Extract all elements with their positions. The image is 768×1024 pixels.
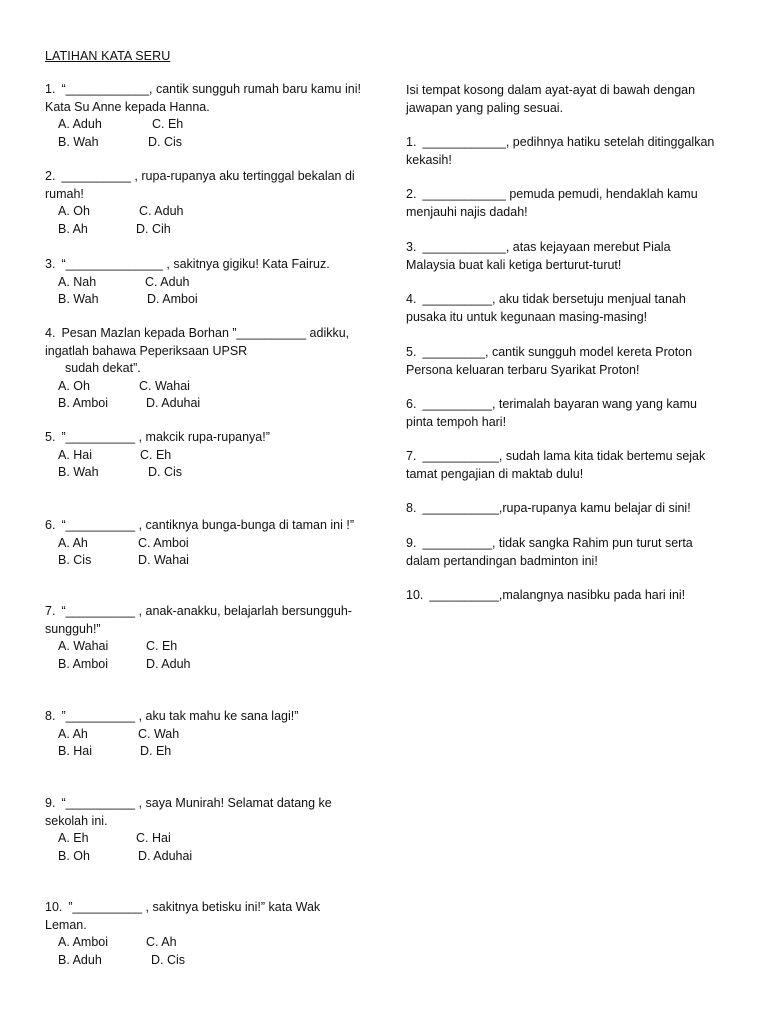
question-number: 1.: [45, 82, 56, 96]
option-d: D. Cih: [136, 221, 171, 236]
question-number: 4.: [45, 326, 56, 340]
question-4: [45, 325, 365, 413]
option-b: B. Cis: [58, 553, 92, 567]
question-stem: “__________ , saya Munirah! Selamat datang ke sekolah ini.: [45, 796, 332, 828]
question-5: [45, 429, 365, 482]
question-text: __________, tidak sangka Rahim pun turut serta dalam pertandingan badminton ini!: [406, 536, 693, 568]
blank-question-2: [406, 186, 718, 221]
option-a: A. Amboi: [58, 935, 109, 949]
option-c: C. Aduh: [145, 274, 190, 289]
option-a: A. Oh: [58, 204, 90, 218]
blank-question-8: [406, 500, 718, 518]
question-text: ____________, atas kejayaan merebut Piala Malaysia buat kali ketiga berturut-turut!: [406, 240, 671, 272]
option-d: D. Wahai: [138, 553, 189, 567]
option-a: A. Ah: [58, 535, 88, 550]
option-b: B. Hai: [58, 744, 93, 758]
question-number: 7.: [406, 449, 417, 463]
option-d: D. Aduhai: [146, 396, 201, 410]
question-3: [45, 256, 365, 309]
blank-question-7: [406, 448, 718, 483]
blank-question-6: [406, 396, 718, 431]
option-a: A. Oh: [58, 378, 90, 393]
blank-question-5: [406, 344, 718, 379]
blank-question-10: [406, 587, 718, 605]
question-7: [45, 603, 365, 673]
option-c: C. Eh: [152, 117, 184, 131]
question-number: 3.: [45, 257, 56, 271]
question-stem: ”__________ , aku tak mahu ke sana lagi!”: [61, 709, 299, 723]
question-stem-continuation: sudah dekat”.: [65, 361, 141, 375]
option-c: C. Wah: [138, 726, 180, 741]
question-text: ____________ pemuda pemudi, hendaklah kamu menjauhi najis dadah!: [406, 187, 698, 219]
question-stem: ”__________ , makcik rupa-rupanya!”: [61, 430, 270, 444]
blank-question-3: [406, 239, 718, 274]
option-c: C. Amboi: [138, 535, 189, 550]
question-number: 5.: [406, 345, 417, 359]
option-c: C. Hai: [136, 831, 171, 845]
question-8: [45, 708, 365, 761]
question-number: 10.: [45, 900, 63, 914]
option-a: A. Eh: [58, 831, 89, 845]
option-b: B. Amboi: [58, 396, 109, 410]
question-number: 7.: [45, 604, 56, 618]
question-text: ___________,rupa-rupanya kamu belajar di sini!: [422, 501, 691, 515]
question-stem: ”__________ , sakitnya betisku ini!” kata Wak Leman.: [45, 900, 321, 932]
option-c: C. Eh: [140, 447, 172, 462]
option-d: D. Aduhai: [138, 848, 193, 863]
option-b: B. Wah: [58, 292, 99, 306]
option-a: A. Nah: [58, 274, 97, 289]
question-text: _________, cantik sungguh model kereta Proton Persona keluaran terbaru Syarikat Proton!: [406, 345, 693, 377]
question-6: [45, 517, 365, 570]
question-1: [45, 81, 365, 151]
option-d: D. Aduh: [146, 656, 191, 671]
question-text: __________, aku tidak bersetuju menjual tanah pusaka itu untuk kegunaan masing-masing!: [406, 292, 686, 324]
question-text: ____________, pedihnya hatiku setelah ditinggalkan kekasih!: [406, 135, 715, 167]
question-number: 10.: [406, 588, 424, 602]
question-2: [45, 168, 365, 238]
option-d: D. Cis: [148, 134, 183, 149]
blank-question-4: [406, 291, 718, 326]
question-stem: “__________ , anak-anakku, belajarlah bersungguh-sungguh!”: [45, 604, 352, 636]
question-number: 2.: [45, 169, 56, 183]
option-a: A. Aduh: [58, 117, 102, 131]
question-number: 5.: [45, 430, 56, 444]
question-text: __________,malangnya nasibku pada hari ini!: [429, 588, 686, 602]
question-stem: __________ , rupa-rupanya aku tertinggal bekalan di rumah!: [45, 169, 355, 201]
option-c: C. Aduh: [139, 204, 184, 218]
question-number: 1.: [406, 135, 417, 149]
question-stem: “____________, cantik sungguh rumah baru kamu ini! Kata Su Anne kepada Hanna.: [45, 82, 361, 114]
option-a: A. Ah: [58, 726, 88, 741]
blank-question-1: [406, 134, 718, 169]
option-d: D. Amboi: [147, 292, 198, 306]
question-number: 4.: [406, 292, 417, 306]
question-9: [45, 795, 365, 865]
option-b: B. Wah: [58, 465, 99, 479]
question-number: 8.: [406, 501, 417, 515]
option-b: B. Aduh: [58, 952, 102, 967]
option-a: A. Wahai: [58, 639, 109, 653]
option-d: D. Eh: [140, 744, 172, 758]
question-stem: “______________ , sakitnya gigiku! Kata Fairuz.: [61, 257, 330, 271]
option-c: C. Eh: [146, 639, 178, 653]
question-number: 6.: [406, 397, 417, 411]
instructions: Isi tempat kosong dalam ayat-ayat di bawah dengan jawapan yang paling sesuai.: [406, 83, 696, 115]
option-d: D. Cis: [151, 952, 186, 967]
option-b: B. Ah: [58, 221, 88, 236]
option-b: B. Oh: [58, 848, 90, 863]
question-stem: Pesan Mazlan kepada Borhan ”__________ adikku, ingatlah bahawa Peperiksaan UPSR: [45, 326, 350, 358]
option-a: A. Hai: [58, 447, 93, 462]
question-number: 9.: [406, 536, 417, 550]
question-number: 8.: [45, 709, 56, 723]
question-text: ___________, sudah lama kita tidak bertemu sejak tamat pengajian di maktab dulu!: [406, 449, 706, 481]
blank-question-9: [406, 535, 718, 570]
worksheet-title: LATIHAN KATA SERU: [45, 49, 171, 63]
option-c: C. Ah: [146, 935, 177, 949]
option-c: C. Wahai: [139, 378, 190, 393]
option-d: D. Cis: [148, 465, 183, 479]
question-number: 3.: [406, 240, 417, 254]
question-number: 2.: [406, 187, 417, 201]
question-10: [45, 899, 365, 969]
question-number: 6.: [45, 518, 56, 532]
option-b: B. Wah: [58, 134, 99, 149]
question-text: __________, terimalah bayaran wang yang kamu pinta tempoh hari!: [406, 397, 697, 429]
question-number: 9.: [45, 796, 56, 810]
question-stem: “__________ , cantiknya bunga-bunga di taman ini !”: [61, 518, 355, 532]
option-b: B. Amboi: [58, 656, 109, 671]
